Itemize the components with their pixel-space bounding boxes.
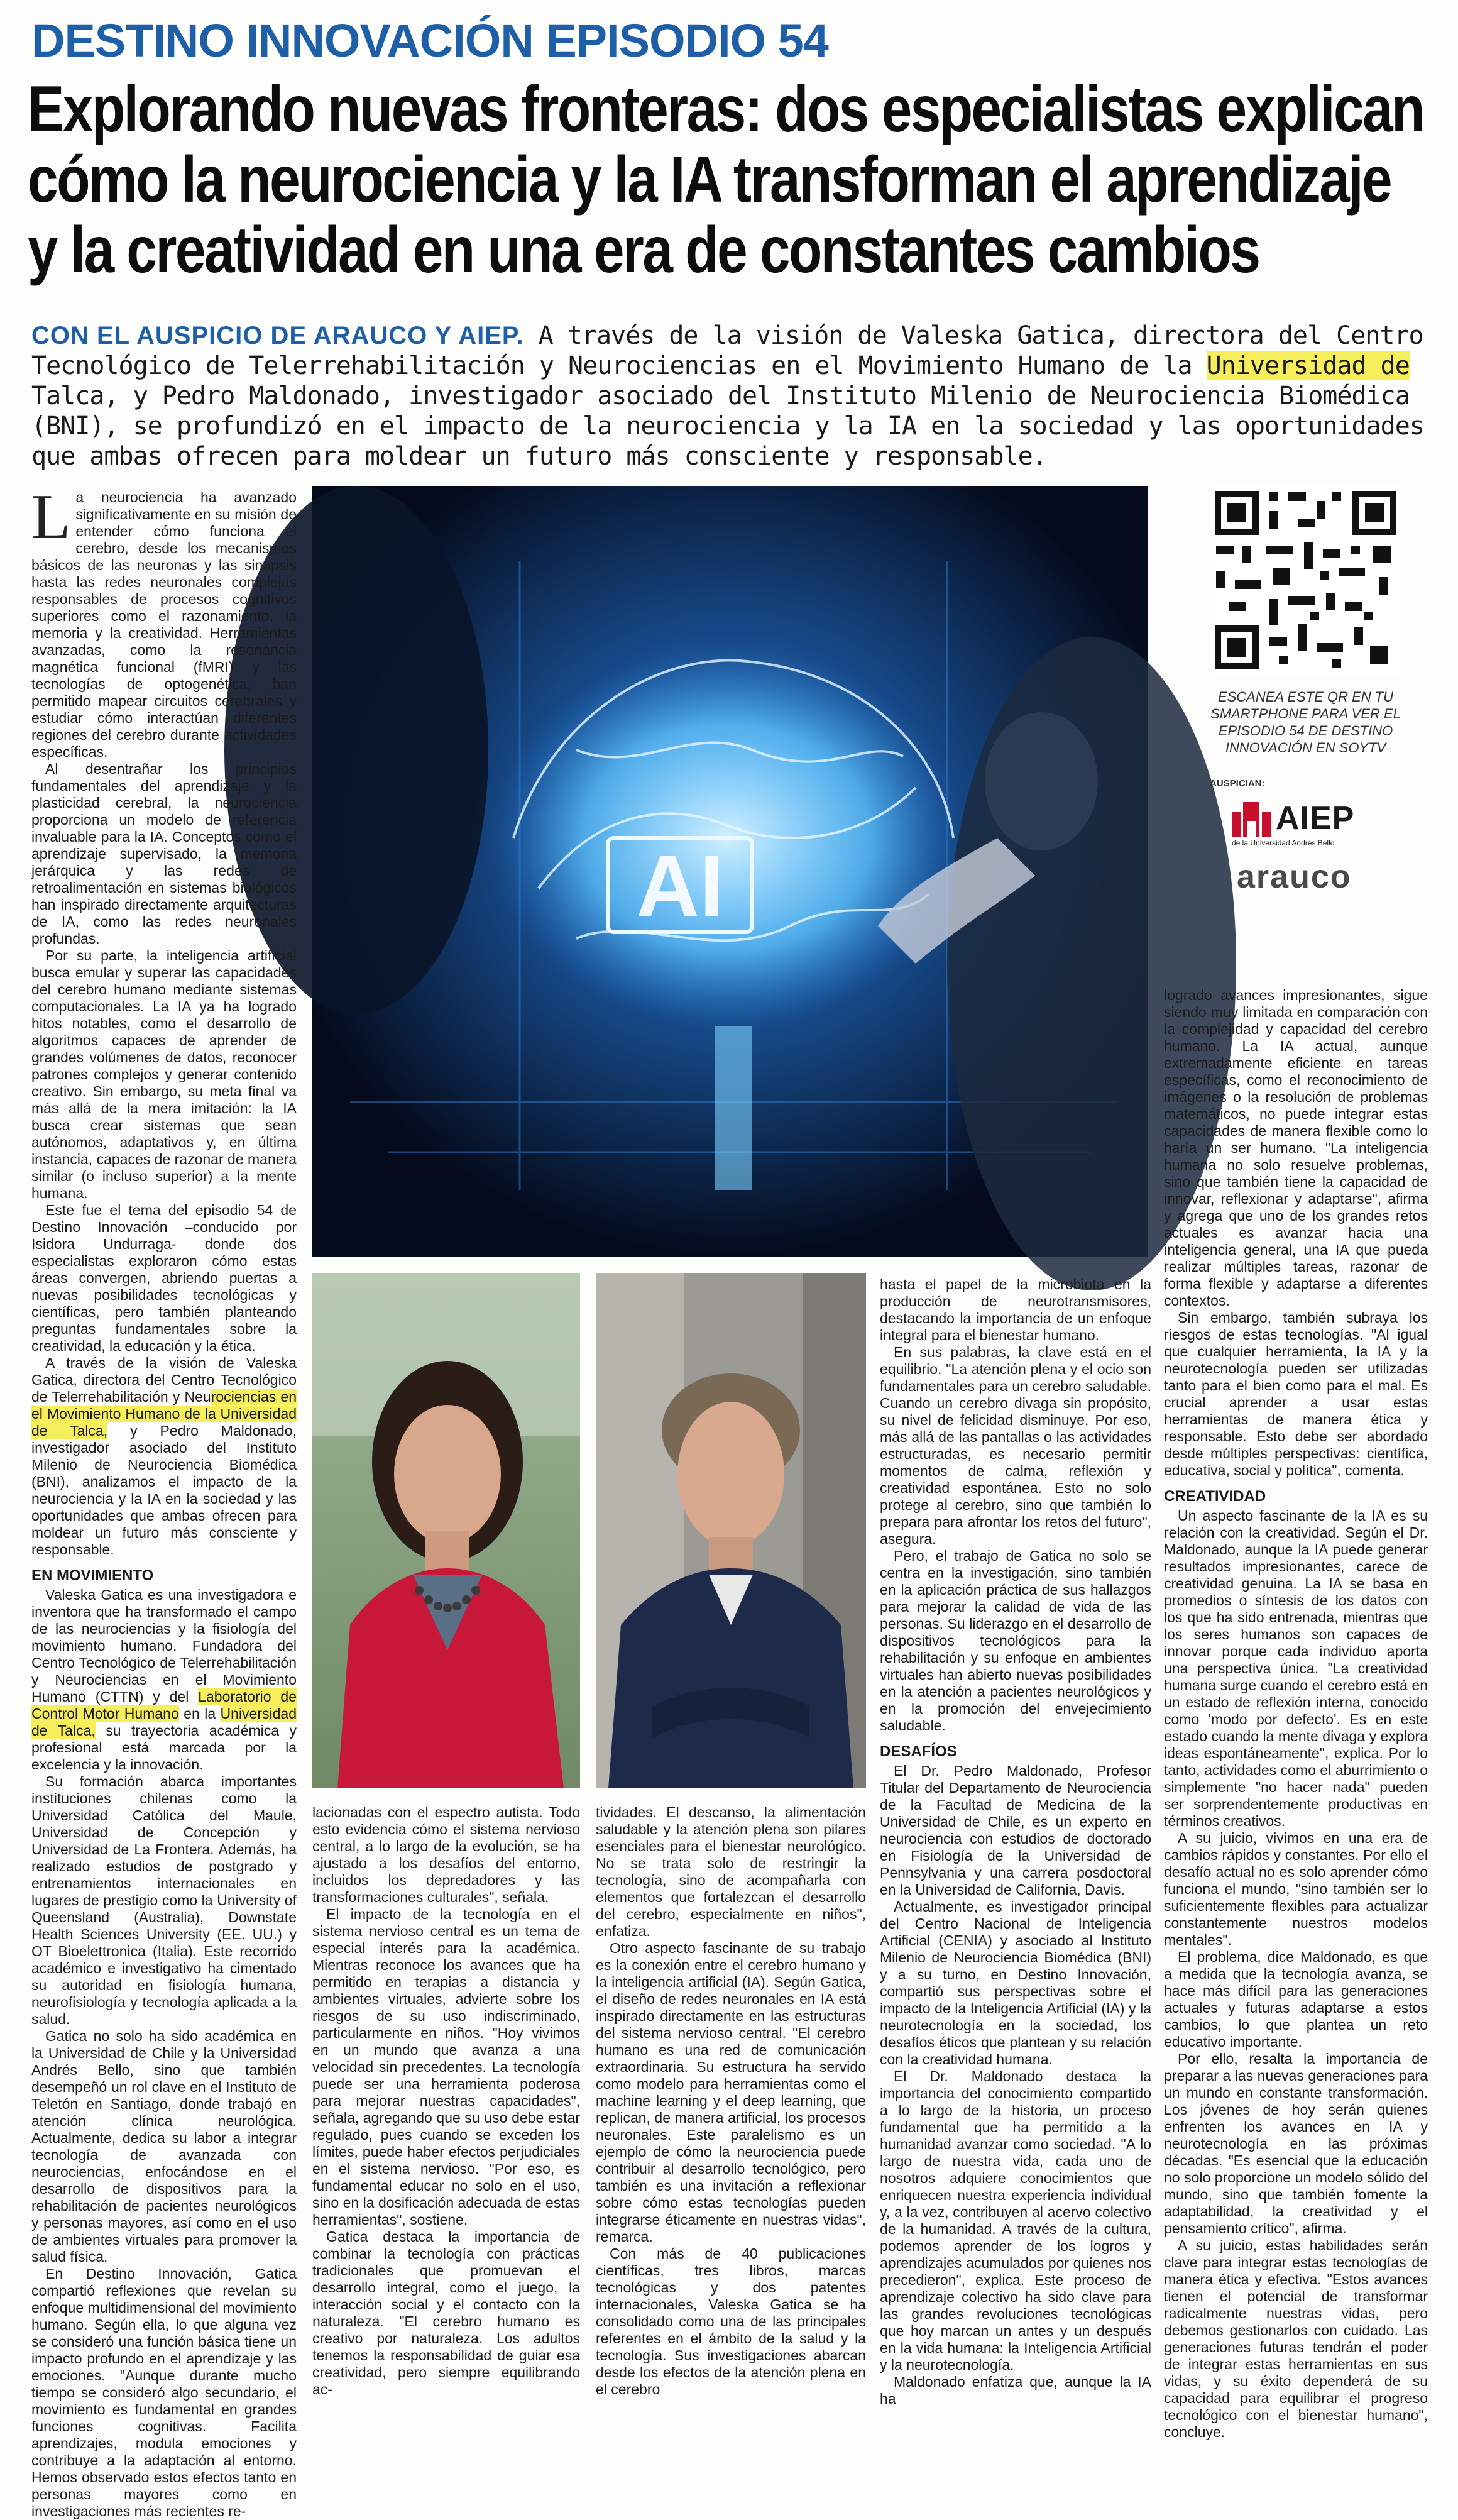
col1-p5: A través de la visión de Valeska Gatica, directora del Centro Tecnológico de Telerrehabilitación y Neurociencias en el Movimiento Humano de la Universidad de Talca, y Pedro Maldonado, investigador asociado del Instituto Milenio de Neurociencia Biomédica (BNI), analizamos el impacto de la neurociencia y la IA en la sociedad y las oportunidades que ambas ofrecen para moldear un futuro más consciente y responsable. bbox=[31, 1355, 297, 1558]
col2-p2: El impacto de la tecnología en el sistema nervioso central es un tema de especial interés para la académica. Mientras reconoce los avances que ha permitido en terapias a distancia y ambientes virtuales, advierte sobre los riesgos de su uso indiscriminado, particularmente en niños. "Hoy vivimos en un mundo que avanza a una velocidad sin precedentes. La tecnología puede ser una herramienta poderosa para mejorar nuestras capacidades", señala, agregando que su uso debe estar regulado, pues cuando se exceden los límites, puede haber efectos perjudiciales en el sistema nervioso. "Por eso, es fundamental educar no solo en el uso, sino en la dosificación adecuada de estas herramientas", sostiene. bbox=[312, 1906, 580, 2228]
col4-p3: Pero, el trabajo de Gatica no solo se centra en la investigación, sino también en la aplicación práctica de sus hallazgos para mejorar la calidad de vida de las personas. Su liderazgo en el desarrollo de dispositivos tecnológicos para la rehabilitación y su enfoque en ambientes virtuales han abierto nuevas posibilidades en la atención a pacientes neurológicos y en la promoción del envejecimiento saludable. bbox=[880, 1548, 1151, 1734]
aiep-logo bbox=[1232, 800, 1383, 850]
qr-code[interactable] bbox=[1210, 486, 1401, 674]
aiep-logo-text: AIEP bbox=[1276, 800, 1355, 837]
col3-p2: Otro aspecto fascinante de su trabajo es la conexión entre el cerebro humano y la inteligencia artificial (IA). Según Gatica, el diseño de redes neuronales en IA está inspirado directamente en las estructuras del sistema nervioso central. "El cerebro humano es una red de comunicación extraordinaria. Su estructura ha servido como modelo para herramientas como el machine learning y el deep learning, que replican, de manera artificial, los procesos neuronales. Este paralelismo es un ejemplo de cómo la neurociencia puede contribuir al desarrollo tecnológico, pero también es una invitación a reflexionar sobre cómo estas tecnologías pueden integrarse éticamente en nuestras vidas", remarca. bbox=[596, 1940, 866, 2245]
lead-sponsor: CON EL AUSPICIO DE ARAUCO Y AIEP. bbox=[31, 322, 524, 349]
article-column-2 bbox=[312, 1804, 580, 2407]
lead-paragraph bbox=[31, 321, 1427, 471]
col1-p3: Por su parte, la inteligencia artificial busca emular y superar las capacidades del cerebro humano mediante sistemas computacionales. La IA ya ha logrado hitos notables, como el desarrollo de algoritmos capaces de aprender de grandes volúmenes de datos, reconocer patrones complejos y generar contenido creativo. Sin embargo, su meta final va más allá de la mera imitación: la IA busca crear sistemas que sean autónomos, adaptativos y, en última instancia, capaces de razonar de manera similar (o incluso superior) a la mente humana. bbox=[31, 947, 297, 1201]
col5-p4: A su juicio, vivimos en una era de cambios rápidos y constantes. Por ello el desafío actual no es solo aprender cómo funciona el mundo, "sino también ser lo suficientemente flexibles para actualizar constantemente nuestros modelos mentales". bbox=[1164, 1830, 1428, 1948]
lead-text-a: A través de la visión de Valeska Gatica, directora del Centro Tecnológico de Telerrehabilitación y Neurociencias en el Movimiento Humano de la bbox=[31, 321, 1423, 380]
col5-p3: Un aspecto fascinante de la IA es su relación con la creatividad. Según el Dr. Maldonado, aunque la IA puede generar resultados impresionantes, carece de creatividad genuina. La IA se basa en promedios o síntesis de los datos con los que ha sido entrenada, mientras que los seres humanos son capaces de innovar porque cada individuo aporta una perspectiva única. "La creatividad humana surge cuando el cerebro está en un estado de reflexión interna, conocido como 'modo por defecto'. Es en este estado cuando la mente divaga y explora ideas espontáneamente", explica. Por lo tanto, actividades como el aburrimiento o simplemente "no hacer nada" pueden ser sorprendentemente productivas en términos creativos. bbox=[1164, 1507, 1428, 1829]
col4-p4: El Dr. Pedro Maldonado, Profesor Titular del Departamento de Neurociencia de la Facultad de Medicina de la Universidad de Chile, es un experto en neurociencia con estudios de doctorado en Fisiología de la Universidad de Pennsylvania y una carrera posdoctoral en la Universidad de California, Davis. bbox=[880, 1763, 1151, 1898]
col1-p4: Este fue el tema del episodio 54 de Destino Innovación –conducido por Isidora Undurraga- donde dos especialistas exploraron cómo estas áreas convergen, abriendo puertas a nuevas posibilidades tecnológicas y científicas, pero también planteando preguntas fundamentales sobre la creatividad, la educación y la ética. bbox=[31, 1202, 297, 1354]
col4-p2: En sus palabras, la clave está en el equilibrio. "La atención plena y el ocio son fundamentales para un cerebro saludable. Cuando un cerebro divaga sin propósito, su nivel de felicidad disminuye. Por eso, más allá de las pantallas o las actividades estructuradas, es necesario permitir momentos de calma, reflexión y creatividad espontánea. Esto no solo protege al cerebro, sino que también lo prepara para afrontar los retos del futuro", asegura. bbox=[880, 1344, 1151, 1547]
col1-p8: Gatica no solo ha sido académica en la Universidad de Chile y la Universidad Andrés Bello, sino que también desempeñó un rol clave en el Instituto de Teletón en Santiago, donde trabajó en atención clínica neurológica. Actualmente, dedica su labor a integrar tecnología de avanzada con neurociencias, enfocándose en el desarrollo de dispositivos para la rehabilitación de pacientes neurológicos y personas mayores, así como en el uso de ambientes virtuales para promover la salud física. bbox=[31, 2028, 297, 2265]
aiep-logo-icon bbox=[1232, 802, 1272, 837]
col3-p1: tividades. El descanso, la alimentación saludable y la atención plena son pilares esenciales para el bienestar neurológico. No se trata solo de restringir la tecnología, sino de acompañarla con elementos que fortalezcan el desarrollo del cerebro, especialmente en niños", enfatiza. bbox=[596, 1804, 866, 1939]
article-column-5 bbox=[1164, 987, 1428, 2440]
arauco-logo: arauco bbox=[1237, 859, 1352, 895]
col5-p2: Sin embargo, también subraya los riesgos de estas tecnologías. "Al igual que cualquier herramienta, la IA y la neurotecnología pueden ser utilizadas tanto para el bien como para el mal. Es crucial aprender a usar estas herramientas de manera ética y responsable. Esto debe ser abordado desde múltiples perspectivas: científica, educativa, social y política", comenta. bbox=[1164, 1309, 1428, 1478]
qr-code-graphic bbox=[1210, 486, 1401, 674]
aiep-logo-subtext: de la Universidad Andrés Bello bbox=[1232, 839, 1335, 847]
photo-valeska-gatica bbox=[312, 1273, 580, 1788]
hero-image-graphic bbox=[312, 486, 1148, 1257]
col1-p6-highlight-1: Laboratorio de Control Motor Humano bbox=[31, 1688, 297, 1722]
col5-p6: Por ello, resalta la importancia de preparar a las nuevas generaciones para un mundo en constante transformación. Los jóvenes de hoy serán quienes enfrenten los avances en IA y neurotecnología en las próximas décadas. "Es esencial que la educación no solo proporcione un modelo sólido del mundo, sino que también fomente la adaptabilidad, la creatividad y el pensamiento crítico", afirma. bbox=[1164, 2050, 1428, 2237]
col1-p7: Su formación abarca importantes instituciones chilenas como la Universidad Católica del Maule, Universidad de Concepción y Universidad de La Frontera. Además, ha realizado estudios de postgrado y entrenamientos internacionales en lugares de prestigio como la University of Queensland (Australia), Downstate Health Sciences University (EE. UU.) y OT Bioelettronica (Italia). Este recorrido académico e investigativo ha cimentado su autoridad en fisiología humana, neurofisiología y tecnología aplicada a la salud. bbox=[31, 1773, 297, 2027]
subhead-en-movimiento: EN MOVIMIENTO bbox=[31, 1567, 154, 1584]
kicker: DESTINO INNOVACIÓN EPISODIO 54 bbox=[31, 14, 828, 67]
col1-p9: En Destino Innovación, Gatica compartió reflexiones que revelan su enfoque multidimensional del movimiento humano. Según ella, lo que alguna vez se consideró una función básica tiene un impacto profundo en el aprendizaje y las emociones. "Aunque durante mucho tiempo se consideró algo secundario, el movimiento es fundamental en grandes funciones cognitivas. Facilita aprendizajes, modula emociones y contribuye a la adaptación al entorno. Hemos observado estos efectos tanto en personas mayores como en investigaciones más recientes re- bbox=[31, 2265, 297, 2519]
col1-p1: a neurociencia ha avanzado significativamente en su misión de entender cómo funciona el cerebro, desde los mecanismos básicos de las neuronas y las sinapsis hasta las redes neuronales complejas responsables de procesos cognitivos superiores como el razonamiento, la memoria y la creatividad. Herramientas avanzadas, como la resonancia magnética funcional (fMRI) y las tecnologías de optogenética, han permitido mapear circuitos cerebrales y estudiar cómo interactúan diferentes regiones del cerebro durante actividades específicas. bbox=[31, 489, 297, 760]
headline-line-2: cómo la neurociencia y la IA transforman el aprendizaje bbox=[28, 143, 1391, 216]
col2-p1: lacionadas con el espectro autista. Todo esto evidencia cómo el sistema nervioso central, a lo largo de la evolución, se ha ajustado a los desafíos del entorno, incluidos los depredadores y las transformaciones culturales", señala. bbox=[312, 1804, 580, 1905]
lead-highlight: Universidad de bbox=[1206, 351, 1410, 380]
photo-pedro-maldonado bbox=[596, 1273, 866, 1788]
portrait-woman-graphic bbox=[312, 1273, 580, 1788]
subhead-desafios: DESAFÍOS bbox=[880, 1743, 957, 1760]
hero-ai-text: AI bbox=[636, 837, 724, 935]
dropcap: L bbox=[31, 481, 71, 553]
subhead-creatividad: CREATIVIDAD bbox=[1164, 1488, 1266, 1505]
portrait-man-graphic bbox=[596, 1273, 866, 1788]
col5-p7: A su juicio, estas habilidades serán clave para integrar estas tecnologías de manera ética y efectiva. "Estos avances tienen el potencial de transformar radicalmente nuestras vidas, pero debemos gestionarlos con cuidado. Las generaciones futuras tendrán el poder de integrar estas herramientas en sus vidas, y su éxito dependerá de su capacidad para equilibrar el progreso tecnológico con el bienestar humano", concluye. bbox=[1164, 2237, 1428, 2440]
col1-p5-highlight: rociencias en el Movimiento Humano de la Universidad de Talca, bbox=[31, 1389, 297, 1439]
headline bbox=[28, 74, 1432, 285]
hero-image bbox=[312, 486, 1148, 1257]
article-column-1 bbox=[31, 481, 297, 2519]
col4-p5: Actualmente, es investigador principal del Centro Nacional de Inteligencia Artificial (CENIA) y asociado al Instituto Milenio de Neurociencia Biomédica (BNI) y a su turno, en Destino Innovación, compartió sus perspectivas sobre el impacto de la Inteligencia Artificial (IA) y la neurotecnología en la sociedad, los desafíos éticos que plantean y su relación con la creatividad humana. bbox=[880, 1898, 1151, 2067]
col3-p3: Con más de 40 publicaciones científicas, tres libros, marcas tecnológicas y dos patentes internacionales, Valeska Gatica se ha consolidado como una de las principales referentes en el ámbito de la salud y la tecnología. Sus investigaciones abarcan desde los efectos de la atención plena en el cerebro bbox=[596, 2245, 866, 2397]
article-column-3 bbox=[596, 1804, 866, 2407]
article-column-4 bbox=[880, 1276, 1151, 2407]
lead-text-b: Talca, y Pedro Maldonado, investigador asociado del Instituto Milenio de Neurociencia Biomédica (BNI), se profundizó en el impacto de la neurociencia y la IA en la sociedad y las oportunidades que ambas ofrecen para moldear un futuro más consciente y responsable. bbox=[31, 382, 1424, 471]
col5-p1: logrado avances impresionantes, sigue siendo muy limitada en comparación con la complejidad y capacidad del cerebro humano. La IA actual, aunque extremadamente eficiente en tareas específicas, como el reconocimiento de imágenes o la resolución de problemas matemáticos, no puede integrar estas capacidades de manera flexible como lo haría un ser humano. "La inteligencia humana no solo resuelve problemas, sino que también tiene la capacidad de innovar, reflexionar y adaptarse", afirma y agrega que uno de los grandes retos actuales es avanzar hacia una inteligencia general, una IA que pueda realizar múltiples tareas, razonar de forma flexible y adaptarse a diferentes contextos. bbox=[1164, 987, 1428, 1309]
col1-p2: Al desentrañar los principios fundamentales del aprendizaje y la plasticidad cerebral, la neurociencia proporciona un modelo de referencia invaluable para la IA. Conceptos como el aprendizaje supervisado, la memoria jerárquica y las redes de retroalimentación en sistemas biológicos han inspirado directamente arquitecturas de IA, como las redes neuronales profundas. bbox=[31, 761, 297, 947]
col4-p7: Maldonado enfatiza que, aunque la IA ha bbox=[880, 2374, 1151, 2407]
sponsor-label: AUSPICIAN: bbox=[1210, 778, 1265, 789]
col4-p6: El Dr. Maldonado destaca la importancia del conocimiento compartido a lo largo de la historia, un proceso fundamental que ha permitido a la humanidad avanzar como sociedad. "A lo largo de nuestra vida, cada uno de nosotros adquiere conocimientos que enriquecen nuestra experiencia individual y, a la vez, contribuyen al acervo colectivo de la humanidad. A través de la cultura, podemos aprender de los logros y aprendizajes acumulados por quienes nos precedieron", explica. Este proceso de aprendizaje colectivo ha sido clave para las grandes revoluciones tecnológicas que hoy marcan un antes y un después en la vida humana: la Inteligencia Artificial y la neurotecnología. bbox=[880, 2068, 1151, 2373]
qr-caption: ESCANEA ESTE QR EN TU SMARTPHONE PARA VER EL EPISODIO 54 DE DESTINO INNOVACIÓN EN SOYTV bbox=[1210, 689, 1401, 756]
col1-p6: Valeska Gatica es una investigadora e inventora que ha transformado el campo de las neurociencias y la fisiología del movimiento humano. Fundadora del Centro Tecnológico de Telerrehabilitación y Neurociencias en el Movimiento Humano (CTTN) y del Laboratorio de Control Motor Humano en la Universidad de Talca, su trayectoria académica y profesional está marcada por la excelencia y la innovación. bbox=[31, 1587, 297, 1773]
col1-p6-highlight-2: Universidad de Talca, bbox=[31, 1705, 297, 1739]
col4-p1: hasta el papel de la microbiota en la producción de neurotransmisores, destacando la importancia de un enfoque integral para el bienestar humano. bbox=[880, 1276, 1151, 1343]
col2-p3: Gatica destaca la importancia de combinar la tecnología con prácticas tradicionales que promuevan el desarrollo integral, como el juego, la interacción social y el contacto con la naturaleza. "El cerebro humano es creativo por naturaleza. Los adultos tenemos la responsabilidad de guiar esa creatividad, pero siempre equilibrando ac- bbox=[312, 2228, 580, 2397]
headline-line-1: Explorando nuevas fronteras: dos especialistas explican bbox=[28, 73, 1423, 146]
headline-line-3: y la creatividad en una era de constantes cambios bbox=[28, 214, 1259, 287]
col5-p5: El problema, dice Maldonado, es que a medida que la tecnología avanza, se hace más difícil para las generaciones actuales y futuras adaptarse a estos cambios, lo que plantea un reto educativo importante. bbox=[1164, 1949, 1428, 2050]
